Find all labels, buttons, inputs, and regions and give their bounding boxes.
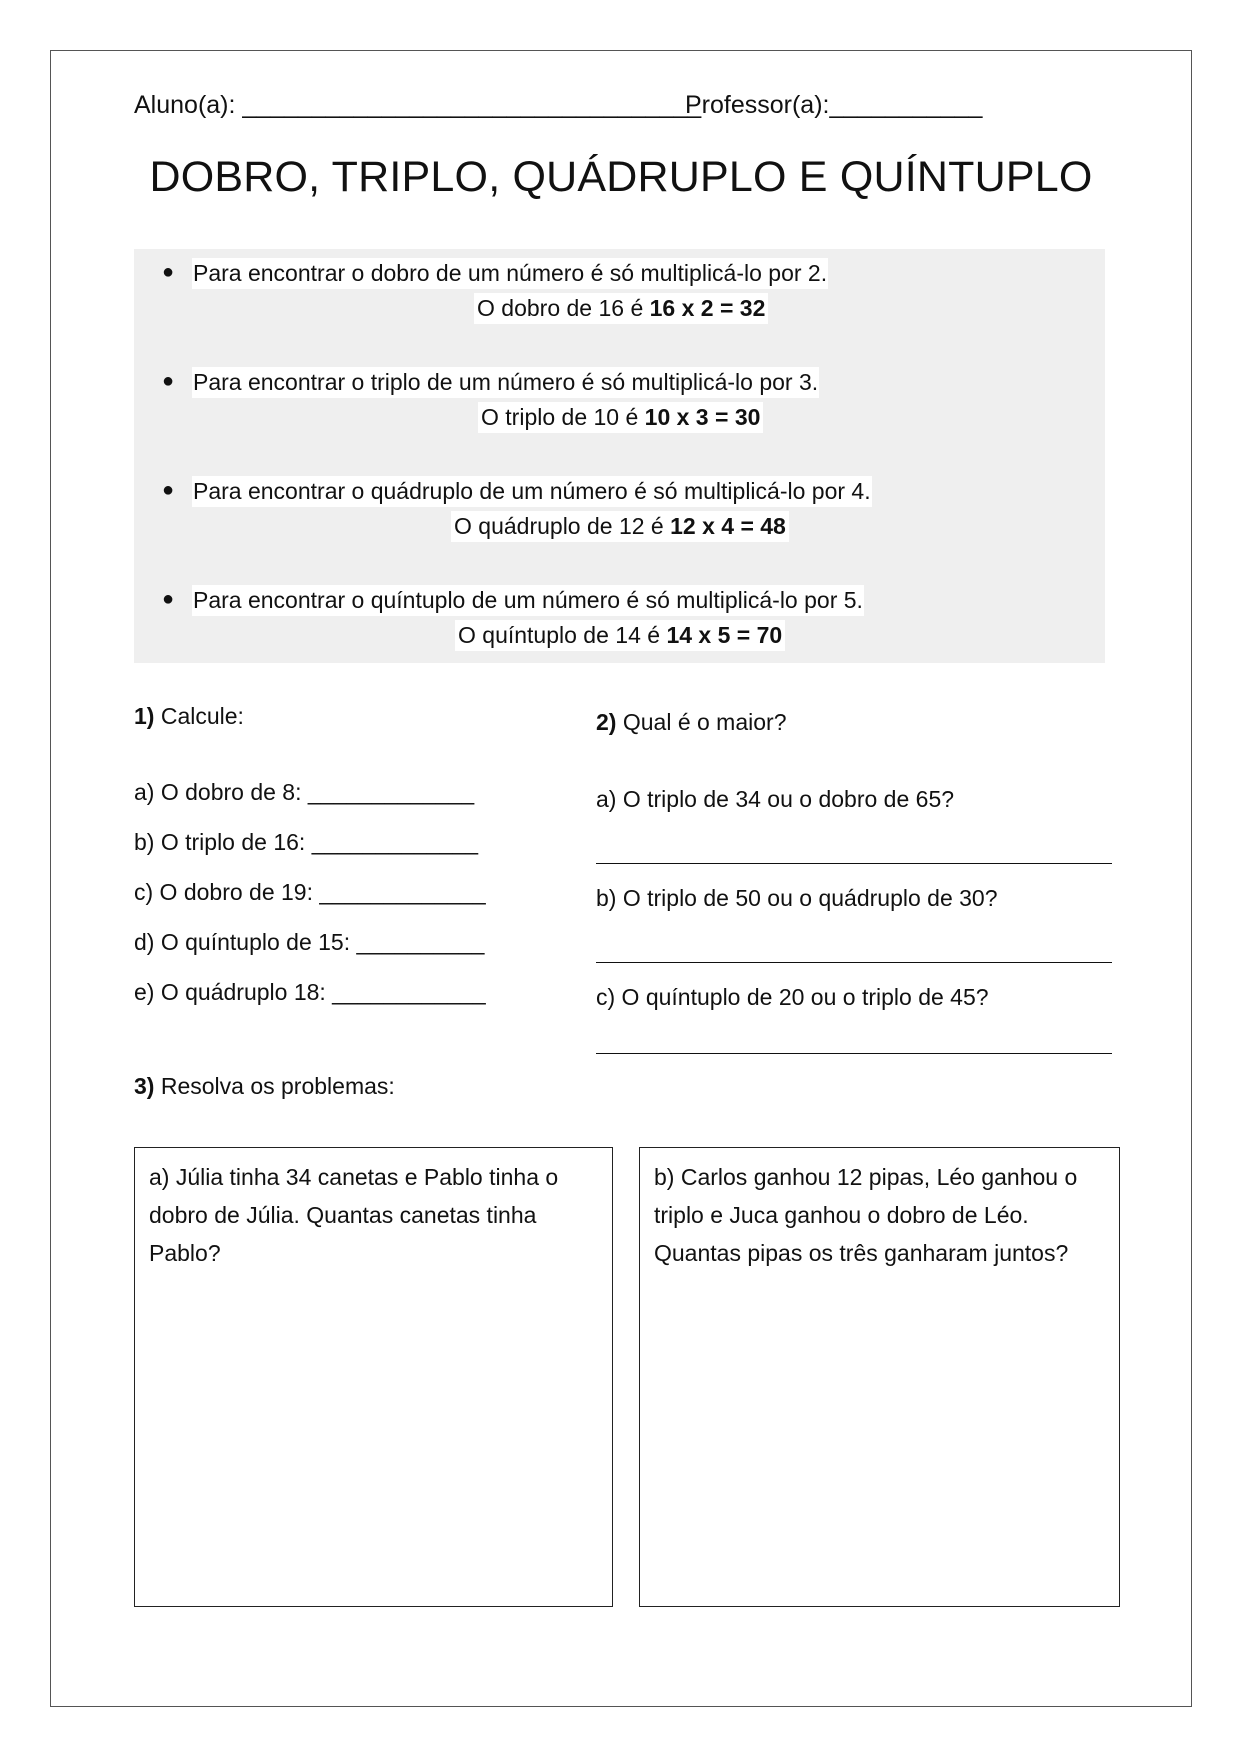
bullet-icon: ● [162,588,175,610]
rule-text: Para encontrar o dobro de um número é só multiplicá-lo por 2. [192,258,828,289]
answer-line [596,1053,1112,1054]
answer-line [596,863,1112,864]
calc-item: d) O quíntuplo de 15: __________ [134,929,485,955]
page-title: DOBRO, TRIPLO, QUÁDRUPLO E QUÍNTUPLO [149,153,1093,201]
bullet-icon: ● [162,370,175,392]
rule-example: O quádruplo de 12 é 12 x 4 = 48 [451,511,789,542]
rule-example: O triplo de 10 é 10 x 3 = 30 [478,402,763,433]
rule-text: Para encontrar o triplo de um número é só multiplicá-lo por 3. [192,367,819,398]
worksheet-page [50,50,1192,1707]
compare-item: c) O quíntuplo de 20 ou o triplo de 45? [596,984,989,1010]
rules-box [134,249,1105,663]
problem-box-b [639,1147,1120,1607]
compare-item: b) O triplo de 50 ou o quádruplo de 30? [596,885,998,911]
problem-text: b) Carlos ganhou 12 pipas, Léo ganhou o triplo e Juca ganhou o dobro de Léo. Quantas pipas os três ganharam juntos? [654,1164,1078,1266]
compare-item: a) O triplo de 34 ou o dobro de 65? [596,786,955,812]
rule-example: O quíntuplo de 14 é 14 x 5 = 70 [455,620,785,651]
calc-item: c) O dobro de 19: _____________ [134,879,486,905]
problem-text: a) Júlia tinha 34 canetas e Pablo tinha o dobro de Júlia. Quantas canetas tinha Pablo? [149,1164,559,1266]
student-name-field: Aluno(a): _________________________________ [134,91,702,119]
rule-text: Para encontrar o quádruplo de um número é só multiplicá-lo por 4. [192,476,872,507]
calc-item: b) O triplo de 16: _____________ [134,829,478,855]
answer-line [596,962,1112,963]
calc-item: a) O dobro de 8: _____________ [134,779,475,805]
problem-box-a [134,1147,613,1607]
question-3-heading: 3) Resolva os problemas: [134,1073,395,1099]
calc-item: e) O quádruplo 18: ____________ [134,979,486,1005]
rule-example: O dobro de 16 é 16 x 2 = 32 [474,293,768,324]
teacher-name-field: Professor(a):___________ [685,91,983,119]
question-2-heading: 2) Qual é o maior? [596,709,787,735]
bullet-icon: ● [162,479,175,501]
bullet-icon: ● [162,261,175,283]
question-1-heading: 1) Calcule: [134,703,244,729]
rule-text: Para encontrar o quíntuplo de um número é só multiplicá-lo por 5. [192,585,864,616]
